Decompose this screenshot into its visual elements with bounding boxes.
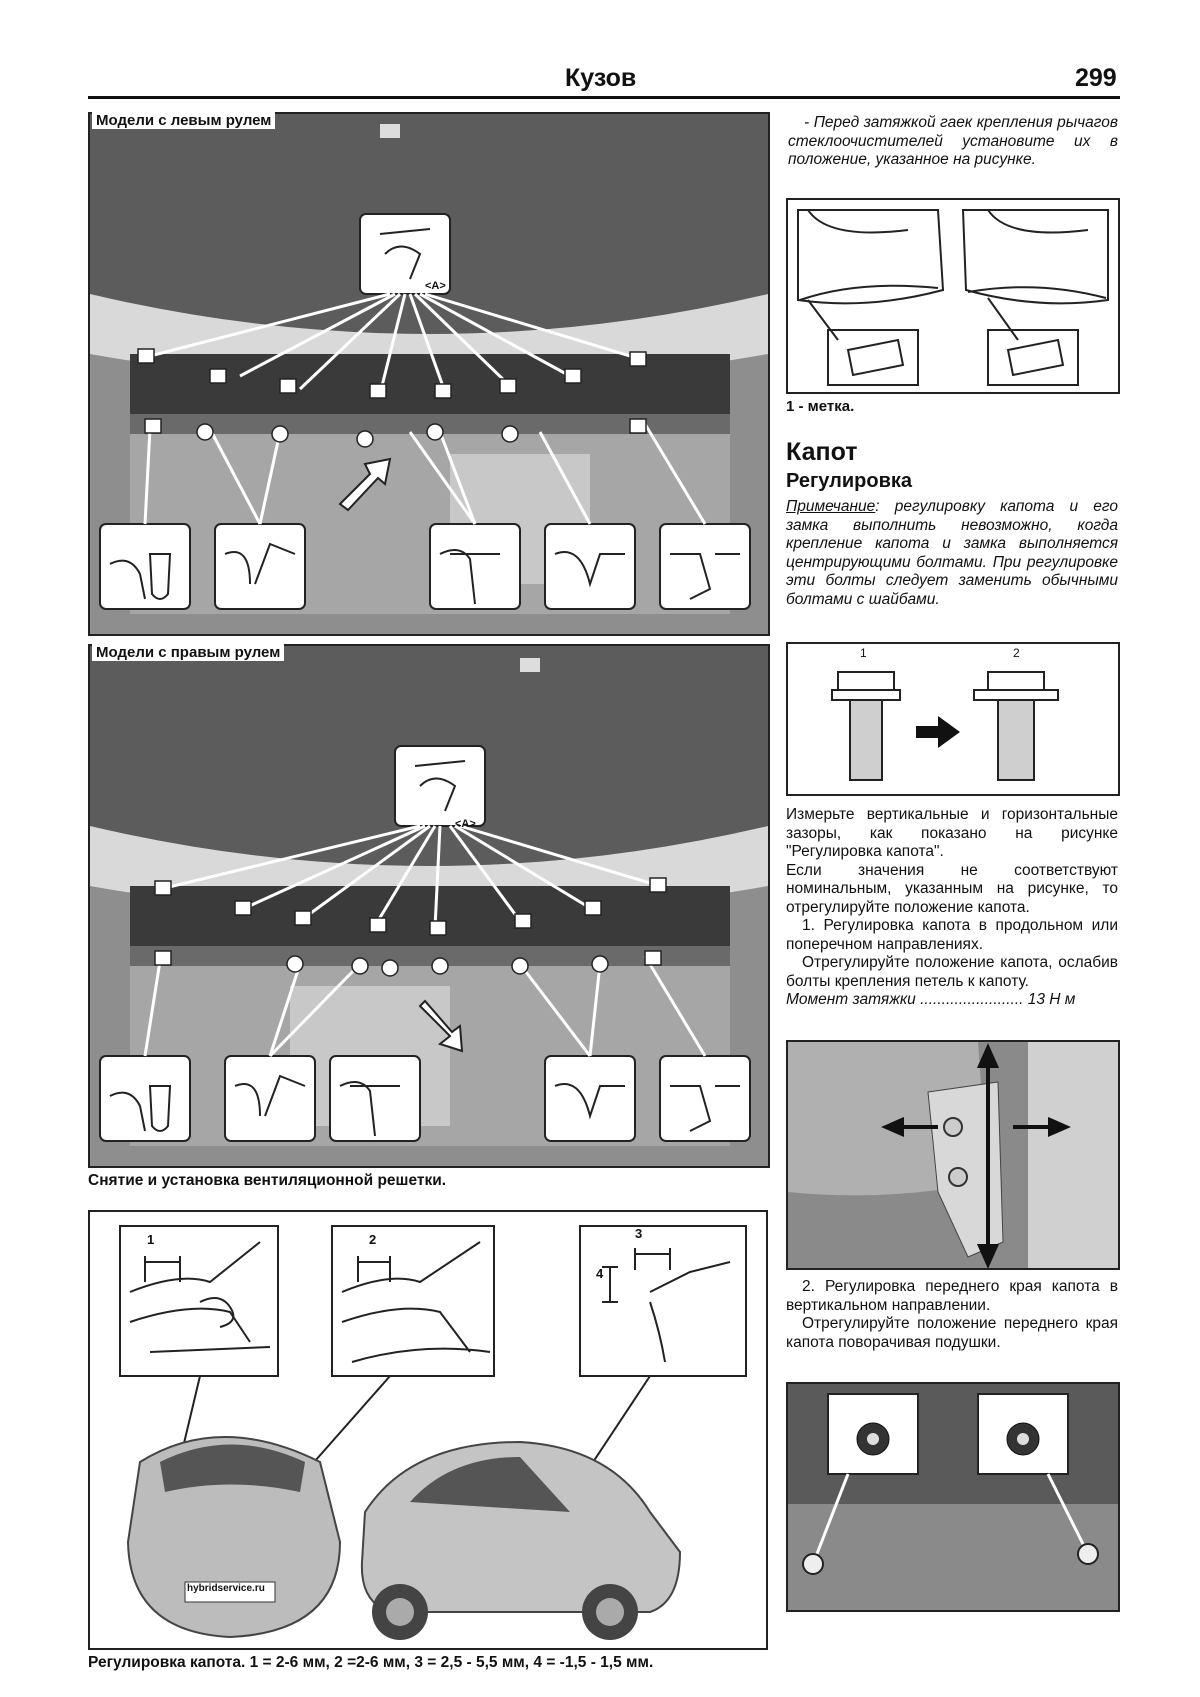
hood-adjustment-text: Измерьте вертикальные и горизонтальные зазоры, как показано на рисунке "Регулировка капота". Если значения не соответствуют номинальным, указанным на рисунке, то отрегулируйте положение капота. 1. Регулировка капота в продольном или поперечном направлениях. Отрегулируйте положение капота, ослабив болты крепления петель к капоту. Момент затяжки ........................ 13 Н м [786, 806, 1118, 1008]
hinge-photo [786, 1040, 1120, 1270]
chapter-title: Кузов [565, 64, 637, 92]
front-edge-adjustment-text: 2. Регулировка переднего края капота в вертикальном направлении. Отрегулируйте положение переднего края капота поворачивая подушки. [786, 1278, 1118, 1351]
rhd-engine-photo [88, 644, 770, 1168]
gap-label-3: 3 [635, 1226, 643, 1241]
hood-cushion-photo [786, 1382, 1120, 1612]
note-text: : регулировку капота и его замка выполнить невозможно, когда крепление капота и замка выполняется центрирующими болтами. При регулировке эти болты следует заменить обычными болтами с шайбами. [786, 498, 1118, 608]
callout-label-lhd: <A> [425, 280, 446, 292]
bolt-label-2: 2 [1013, 646, 1020, 660]
vent-grille-caption: Снятие и установка вентиляционной решетки. [88, 1172, 447, 1189]
hood-gap-caption: Регулировка капота. 1 = 2-6 мм, 2 =2-6 мм, 3 = 2,5 - 5,5 мм, 4 = -1,5 - 1,5 мм. [88, 1654, 654, 1671]
lhd-engine-photo [88, 112, 770, 636]
gap-label-4: 4 [596, 1266, 604, 1281]
section-title-hood: Капот [786, 438, 858, 466]
subsection-title-adjustment: Регулировка [786, 470, 913, 492]
wiper-note: - Перед затяжкой гаек крепления рычагов стеклоочистителей установите их в положение, указанное на рисунке. [788, 114, 1118, 168]
header-rule [88, 96, 1120, 99]
centering-bolt-note [786, 498, 1118, 609]
license-plate-text: hybridservice.ru [187, 1583, 265, 1594]
note-label: Примечание [786, 498, 876, 515]
bolt-label-1: 1 [860, 646, 867, 660]
mark-caption: 1 - метка. [786, 398, 855, 415]
gap-label-1: 1 [147, 1232, 155, 1247]
gap-label-2: 2 [369, 1232, 377, 1247]
lhd-caption: Модели с левым рулем [92, 112, 275, 129]
wiper-position-diagram [786, 198, 1120, 394]
page-number: 299 [1075, 64, 1117, 92]
callout-label-rhd: <A> [455, 818, 476, 830]
rhd-caption: Модели с правым рулем [92, 644, 284, 661]
bolt-replacement-diagram [786, 642, 1120, 796]
